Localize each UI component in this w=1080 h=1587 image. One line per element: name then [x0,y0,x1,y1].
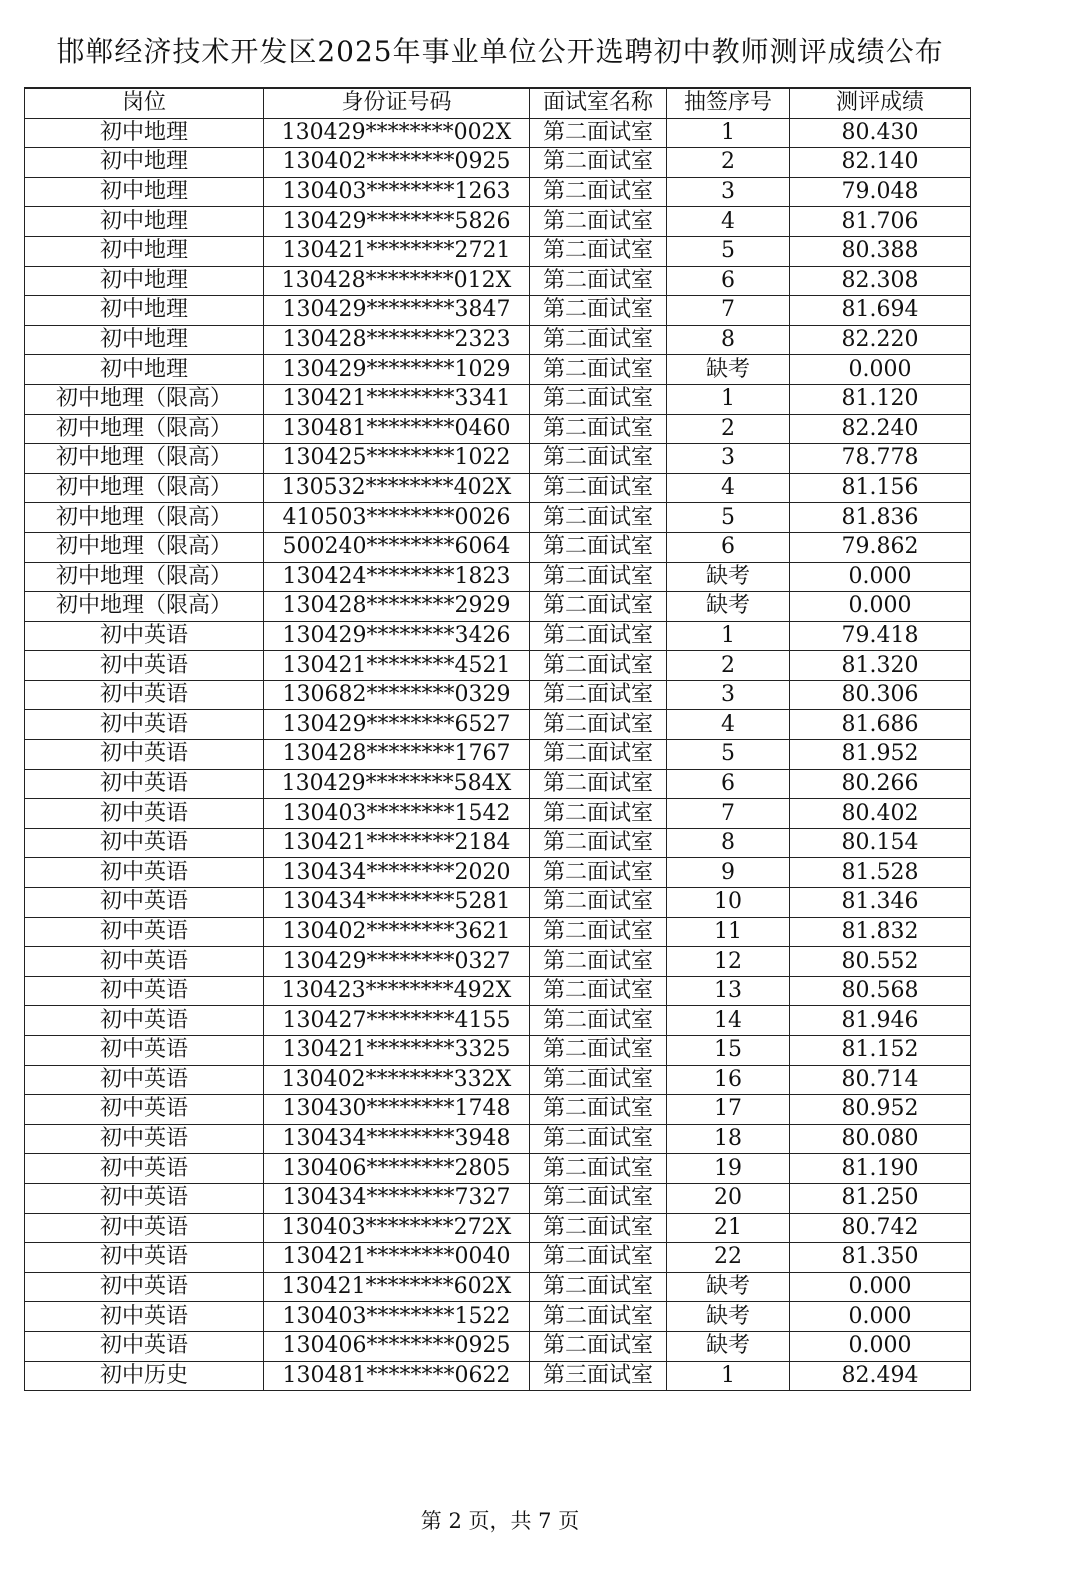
cell-id-number: 130429********3847 [264,296,530,326]
cell-score: 81.346 [790,888,971,918]
cell-draw-number: 5 [667,236,790,266]
table-row [25,444,971,474]
cell-score: 0.000 [790,562,971,592]
table-row [25,710,971,740]
cell-draw-number: 16 [667,1065,790,1095]
cell-position: 初中英语 [25,1272,264,1302]
table-row [25,355,971,385]
cell-room: 第二面试室 [530,562,667,592]
cell-draw-number: 15 [667,1036,790,1066]
cell-room: 第三面试室 [530,1361,667,1391]
cell-position: 初中地理 [25,355,264,385]
cell-score: 82.220 [790,325,971,355]
cell-score: 82.240 [790,414,971,444]
header-score: 测评成绩 [790,88,971,118]
cell-draw-number: 19 [667,1154,790,1184]
cell-room: 第二面试室 [530,444,667,474]
table-row [25,680,971,710]
cell-id-number: 130481********0460 [264,414,530,444]
cell-draw-number: 5 [667,503,790,533]
cell-score: 82.140 [790,148,971,178]
cell-position: 初中地理 [25,266,264,296]
cell-score: 80.266 [790,769,971,799]
cell-room: 第二面试室 [530,680,667,710]
cell-id-number: 130421********3341 [264,384,530,414]
cell-draw-number: 3 [667,680,790,710]
cell-room: 第二面试室 [530,1095,667,1125]
cell-draw-number: 3 [667,177,790,207]
cell-position: 初中地理 [25,236,264,266]
cell-draw-number: 缺考 [667,355,790,385]
cell-room: 第二面试室 [530,1036,667,1066]
cell-id-number: 130421********0040 [264,1243,530,1273]
cell-draw-number: 2 [667,148,790,178]
cell-id-number: 130406********2805 [264,1154,530,1184]
cell-draw-number: 5 [667,740,790,770]
cell-position: 初中地理（限高） [25,444,264,474]
cell-score: 81.250 [790,1183,971,1213]
table-row [25,621,971,651]
cell-room: 第二面试室 [530,1154,667,1184]
cell-room: 第二面试室 [530,1183,667,1213]
cell-position: 初中英语 [25,1124,264,1154]
cell-id-number: 130403********1263 [264,177,530,207]
cell-position: 初中英语 [25,651,264,681]
score-table [24,87,971,1391]
cell-position: 初中英语 [25,1154,264,1184]
cell-id-number: 130429********0327 [264,947,530,977]
table-row [25,296,971,326]
cell-draw-number: 缺考 [667,592,790,622]
cell-id-number: 130421********3325 [264,1036,530,1066]
table-row [25,207,971,237]
cell-id-number: 130402********0925 [264,148,530,178]
table-row [25,414,971,444]
cell-room: 第二面试室 [530,118,667,148]
cell-position: 初中地理 [25,207,264,237]
cell-room: 第二面试室 [530,1302,667,1332]
cell-draw-number: 4 [667,710,790,740]
cell-position: 初中英语 [25,769,264,799]
cell-position: 初中英语 [25,1095,264,1125]
cell-draw-number: 4 [667,473,790,503]
cell-position: 初中地理（限高） [25,414,264,444]
table-row [25,1302,971,1332]
table-row [25,1095,971,1125]
cell-id-number: 130532********402X [264,473,530,503]
header-position: 岗位 [25,88,264,118]
cell-room: 第二面试室 [530,1065,667,1095]
table-row [25,1361,971,1391]
cell-draw-number: 11 [667,917,790,947]
cell-id-number: 130434********2020 [264,858,530,888]
cell-room: 第二面试室 [530,651,667,681]
table-row [25,236,971,266]
cell-score: 81.694 [790,296,971,326]
cell-draw-number: 13 [667,976,790,1006]
cell-room: 第二面试室 [530,1331,667,1361]
cell-id-number: 130423********492X [264,976,530,1006]
table-row [25,473,971,503]
cell-room: 第二面试室 [530,296,667,326]
cell-position: 初中地理（限高） [25,384,264,414]
cell-id-number: 130421********602X [264,1272,530,1302]
cell-draw-number: 7 [667,296,790,326]
header-draw-number: 抽签序号 [667,88,790,118]
cell-score: 81.952 [790,740,971,770]
table-row [25,148,971,178]
table-row [25,1065,971,1095]
table-row [25,503,971,533]
cell-id-number: 130421********4521 [264,651,530,681]
cell-position: 初中英语 [25,858,264,888]
cell-score: 0.000 [790,355,971,385]
cell-draw-number: 2 [667,414,790,444]
cell-room: 第二面试室 [530,236,667,266]
cell-position: 初中地理 [25,118,264,148]
cell-position: 初中地理（限高） [25,473,264,503]
cell-id-number: 130430********1748 [264,1095,530,1125]
table-row [25,592,971,622]
cell-room: 第二面试室 [530,325,667,355]
cell-score: 80.430 [790,118,971,148]
cell-id-number: 130402********332X [264,1065,530,1095]
cell-score: 79.048 [790,177,971,207]
table-body [25,118,971,1391]
cell-position: 初中英语 [25,1331,264,1361]
cell-draw-number: 2 [667,651,790,681]
cell-position: 初中地理 [25,296,264,326]
cell-score: 80.552 [790,947,971,977]
table-row [25,562,971,592]
cell-position: 初中地理（限高） [25,532,264,562]
cell-position: 初中地理（限高） [25,592,264,622]
table-header-row [25,88,971,118]
cell-score: 0.000 [790,592,971,622]
cell-room: 第二面试室 [530,414,667,444]
cell-score: 80.080 [790,1124,971,1154]
cell-position: 初中英语 [25,1302,264,1332]
cell-room: 第二面试室 [530,976,667,1006]
cell-draw-number: 1 [667,621,790,651]
cell-room: 第二面试室 [530,1272,667,1302]
cell-position: 初中英语 [25,976,264,1006]
cell-id-number: 130429********5826 [264,207,530,237]
table-row [25,384,971,414]
table-row [25,858,971,888]
cell-draw-number: 1 [667,1361,790,1391]
cell-room: 第二面试室 [530,858,667,888]
cell-id-number: 130403********1542 [264,799,530,829]
cell-room: 第二面试室 [530,769,667,799]
cell-id-number: 130429********3426 [264,621,530,651]
table-row [25,266,971,296]
cell-score: 81.190 [790,1154,971,1184]
cell-score: 80.306 [790,680,971,710]
cell-score: 81.946 [790,1006,971,1036]
cell-room: 第二面试室 [530,1124,667,1154]
cell-id-number: 130429********1029 [264,355,530,385]
cell-room: 第二面试室 [530,828,667,858]
cell-score: 0.000 [790,1302,971,1332]
page-title: 邯郸经济技术开发区2025年事业单位公开选聘初中教师测评成绩公布 [56,35,944,68]
cell-id-number: 130481********0622 [264,1361,530,1391]
cell-position: 初中英语 [25,1243,264,1273]
cell-draw-number: 22 [667,1243,790,1273]
cell-id-number: 130429********584X [264,769,530,799]
cell-draw-number: 6 [667,266,790,296]
cell-room: 第二面试室 [530,740,667,770]
table-row [25,1124,971,1154]
cell-score: 80.154 [790,828,971,858]
cell-room: 第二面试室 [530,1243,667,1273]
cell-draw-number: 4 [667,207,790,237]
cell-position: 初中地理（限高） [25,562,264,592]
cell-draw-number: 18 [667,1124,790,1154]
cell-score: 81.706 [790,207,971,237]
cell-id-number: 130428********2929 [264,592,530,622]
cell-draw-number: 6 [667,769,790,799]
cell-position: 初中地理 [25,177,264,207]
cell-draw-number: 9 [667,858,790,888]
cell-draw-number: 7 [667,799,790,829]
cell-id-number: 130402********3621 [264,917,530,947]
cell-score: 79.862 [790,532,971,562]
cell-room: 第二面试室 [530,592,667,622]
cell-id-number: 130421********2184 [264,828,530,858]
table-row [25,1154,971,1184]
cell-score: 80.388 [790,236,971,266]
header-id-number: 身份证号码 [264,88,530,118]
cell-position: 初中地理 [25,325,264,355]
cell-draw-number: 1 [667,118,790,148]
cell-room: 第二面试室 [530,888,667,918]
table-row [25,799,971,829]
cell-draw-number: 3 [667,444,790,474]
cell-score: 0.000 [790,1331,971,1361]
cell-position: 初中英语 [25,740,264,770]
cell-room: 第二面试室 [530,148,667,178]
cell-draw-number: 8 [667,325,790,355]
cell-draw-number: 10 [667,888,790,918]
cell-id-number: 130421********2721 [264,236,530,266]
cell-room: 第二面试室 [530,1213,667,1243]
cell-draw-number: 缺考 [667,562,790,592]
cell-room: 第二面试室 [530,917,667,947]
cell-room: 第二面试室 [530,207,667,237]
table-row [25,947,971,977]
cell-score: 80.568 [790,976,971,1006]
cell-score: 78.778 [790,444,971,474]
cell-id-number: 130427********4155 [264,1006,530,1036]
cell-position: 初中英语 [25,1065,264,1095]
cell-id-number: 130434********7327 [264,1183,530,1213]
cell-room: 第二面试室 [530,177,667,207]
cell-score: 80.952 [790,1095,971,1125]
cell-score: 81.320 [790,651,971,681]
table-row [25,976,971,1006]
cell-score: 81.152 [790,1036,971,1066]
cell-score: 81.836 [790,503,971,533]
table-row [25,118,971,148]
cell-id-number: 130406********0925 [264,1331,530,1361]
table-row [25,177,971,207]
cell-room: 第二面试室 [530,266,667,296]
cell-position: 初中英语 [25,799,264,829]
cell-room: 第二面试室 [530,621,667,651]
cell-room: 第二面试室 [530,532,667,562]
table-row [25,325,971,355]
cell-score: 80.402 [790,799,971,829]
cell-position: 初中地理（限高） [25,503,264,533]
cell-score: 81.686 [790,710,971,740]
cell-draw-number: 21 [667,1213,790,1243]
table-row [25,651,971,681]
table-row [25,1272,971,1302]
cell-room: 第二面试室 [530,473,667,503]
cell-position: 初中英语 [25,710,264,740]
cell-id-number: 500240********6064 [264,532,530,562]
cell-room: 第二面试室 [530,710,667,740]
table-row [25,769,971,799]
header-room: 面试室名称 [530,88,667,118]
cell-draw-number: 缺考 [667,1302,790,1332]
cell-id-number: 130428********1767 [264,740,530,770]
cell-room: 第二面试室 [530,503,667,533]
cell-score: 79.418 [790,621,971,651]
table-row [25,917,971,947]
cell-position: 初中英语 [25,1183,264,1213]
cell-position: 初中地理 [25,148,264,178]
cell-draw-number: 17 [667,1095,790,1125]
cell-score: 80.714 [790,1065,971,1095]
table-row [25,1183,971,1213]
table-row [25,888,971,918]
cell-position: 初中英语 [25,888,264,918]
cell-id-number: 130403********1522 [264,1302,530,1332]
cell-id-number: 130434********5281 [264,888,530,918]
table-row [25,740,971,770]
cell-draw-number: 8 [667,828,790,858]
cell-score: 81.832 [790,917,971,947]
cell-position: 初中英语 [25,1036,264,1066]
cell-position: 初中英语 [25,828,264,858]
cell-score: 81.120 [790,384,971,414]
table-row [25,1213,971,1243]
cell-score: 82.494 [790,1361,971,1391]
cell-id-number: 130682********0329 [264,680,530,710]
cell-draw-number: 缺考 [667,1331,790,1361]
cell-room: 第二面试室 [530,384,667,414]
cell-position: 初中英语 [25,1006,264,1036]
cell-position: 初中英语 [25,1213,264,1243]
table-row [25,532,971,562]
cell-score: 82.308 [790,266,971,296]
cell-id-number: 130428********2323 [264,325,530,355]
table-row [25,1036,971,1066]
cell-score: 0.000 [790,1272,971,1302]
cell-score: 80.742 [790,1213,971,1243]
cell-draw-number: 12 [667,947,790,977]
cell-draw-number: 1 [667,384,790,414]
cell-id-number: 130403********272X [264,1213,530,1243]
table-row [25,1243,971,1273]
cell-room: 第二面试室 [530,947,667,977]
cell-id-number: 130429********6527 [264,710,530,740]
cell-score: 81.156 [790,473,971,503]
cell-room: 第二面试室 [530,799,667,829]
cell-draw-number: 6 [667,532,790,562]
cell-draw-number: 14 [667,1006,790,1036]
table-row [25,1331,971,1361]
table-row [25,1006,971,1036]
cell-score: 81.528 [790,858,971,888]
cell-position: 初中英语 [25,621,264,651]
cell-score: 81.350 [790,1243,971,1273]
page-number: 第 2 页，共 7 页 [420,1509,580,1533]
cell-id-number: 130428********012X [264,266,530,296]
cell-room: 第二面试室 [530,355,667,385]
cell-draw-number: 20 [667,1183,790,1213]
cell-position: 初中英语 [25,917,264,947]
cell-room: 第二面试室 [530,1006,667,1036]
cell-position: 初中英语 [25,680,264,710]
cell-id-number: 130425********1022 [264,444,530,474]
cell-position: 初中历史 [25,1361,264,1391]
cell-id-number: 410503********0026 [264,503,530,533]
cell-position: 初中英语 [25,947,264,977]
cell-id-number: 130429********002X [264,118,530,148]
table-row [25,828,971,858]
cell-draw-number: 缺考 [667,1272,790,1302]
cell-id-number: 130434********3948 [264,1124,530,1154]
cell-id-number: 130424********1823 [264,562,530,592]
